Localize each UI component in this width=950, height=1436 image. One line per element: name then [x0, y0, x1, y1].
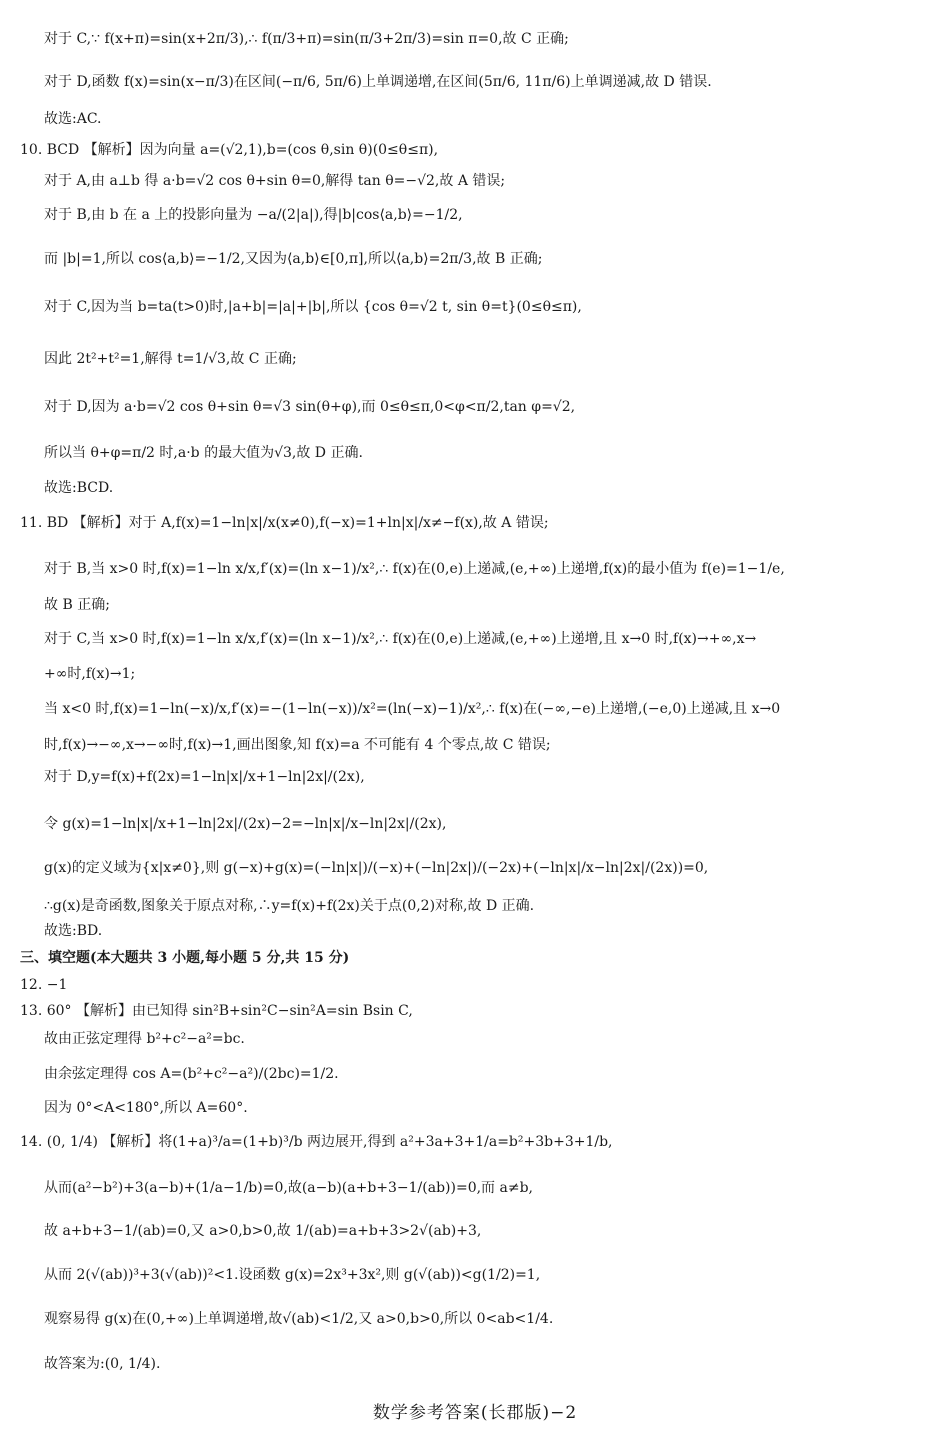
text-line: 对于 D,y=f(x)+f(2x)=1−ln|x|/x+1−ln|2x|/(2x),	[44, 769, 365, 785]
section-heading: 三、填空题(本大题共 3 小题,每小题 5 分,共 15 分)	[20, 950, 350, 966]
text-line: 时,f(x)→−∞,x→−∞时,f(x)→1,画出图象,知 f(x)=a 不可能有 4 个零点,故 C 错误;	[44, 737, 551, 753]
text-line: 对于 B,由 b 在 a 上的投影向量为 −a/(2|a|),得|b|cos⟨a,b⟩=−1/2,	[44, 207, 463, 223]
text-line: 对于 C,∵ f(x+π)=sin(x+2π/3),∴ f(π/3+π)=sin(π/3+2π/3)=sin π=0,故 C 正确;	[44, 31, 569, 47]
text-line: 从而(a²−b²)+3(a−b)+(1/a−1/b)=0,故(a−b)(a+b+3−1/(ab))=0,而 a≠b,	[44, 1180, 533, 1196]
text-line: 对于 C,当 x>0 时,f(x)=1−ln x/x,f′(x)=(ln x−1)/x²,∴ f(x)在(0,e)上递减,(e,+∞)上递增,且 x→0 时,f(x)→+∞,x→	[44, 631, 757, 647]
text-line: 14. (0, 1/4) 【解析】将(1+a)³/a=(1+b)³/b 两边展开,得到 a²+3a+3+1/a=b²+3b+3+1/b,	[20, 1134, 613, 1150]
text-line: 对于 C,因为当 b=ta(t>0)时,|a+b|=|a|+|b|,所以 {cos θ=√2 t, sin θ=t}(0≤θ≤π),	[44, 299, 582, 315]
text-line: 对于 B,当 x>0 时,f(x)=1−ln x/x,f′(x)=(ln x−1)/x²,∴ f(x)在(0,e)上递减,(e,+∞)上递增,f(x)的最小值为 f(e)=1−1/e,	[44, 561, 785, 577]
text-line: 所以当 θ+φ=π/2 时,a·b 的最大值为√3,故 D 正确.	[44, 445, 363, 461]
text-line: 故由正弦定理得 b²+c²−a²=bc.	[44, 1031, 245, 1047]
text-line: 13. 60° 【解析】由已知得 sin²B+sin²C−sin²A=sin Bsin C,	[20, 1003, 413, 1019]
text-line: 故选:AC.	[44, 111, 102, 127]
text-line: 对于 D,函数 f(x)=sin(x−π/3)在区间(−π/6, 5π/6)上单调递增,在区间(5π/6, 11π/6)上单调递减,故 D 错误.	[44, 74, 712, 90]
text-line: 而 |b|=1,所以 cos⟨a,b⟩=−1/2,又因为⟨a,b⟩∈[0,π],所以⟨a,b⟩=2π/3,故 B 正确;	[44, 251, 543, 267]
text-line: 因此 2t²+t²=1,解得 t=1/√3,故 C 正确;	[44, 351, 297, 367]
text-line: 因为 0°<A<180°,所以 A=60°.	[44, 1100, 248, 1116]
text-line: 12. −1	[20, 977, 68, 993]
text-line: +∞时,f(x)→1;	[44, 666, 136, 682]
text-line: 观察易得 g(x)在(0,+∞)上单调递增,故√(ab)<1/2,又 a>0,b>0,所以 0<ab<1/4.	[44, 1311, 554, 1327]
text-line: 当 x<0 时,f(x)=1−ln(−x)/x,f′(x)=−(1−ln(−x))/x²=(ln(−x)−1)/x²,∴ f(x)在(−∞,−e)上递增,(−e,0)上递减,且 x→0	[44, 701, 781, 717]
text-line: ∴g(x)是奇函数,图象关于原点对称,∴y=f(x)+f(2x)关于点(0,2)对称,故 D 正确.	[44, 898, 535, 914]
text-line: 故选:BCD.	[44, 480, 114, 496]
text-line: 对于 D,因为 a·b=√2 cos θ+sin θ=√3 sin(θ+φ),而 0≤θ≤π,0<φ<π/2,tan φ=√2,	[44, 399, 576, 415]
text-line: 故选:BD.	[44, 923, 103, 939]
text-line: 故答案为:(0, 1/4).	[44, 1356, 161, 1372]
text-line: 由余弦定理得 cos A=(b²+c²−a²)/(2bc)=1/2.	[44, 1066, 339, 1082]
text-line: g(x)的定义域为{x|x≠0},则 g(−x)+g(x)=(−ln|x|)/(−x)+(−ln|2x|)/(−2x)+(−ln|x|/x−ln|2x|/(2x))=0,	[44, 860, 709, 876]
text-line: 11. BD 【解析】对于 A,f(x)=1−ln|x|/x(x≠0),f(−x)=1+ln|x|/x≠−f(x),故 A 错误;	[20, 515, 549, 531]
text-line: 故 B 正确;	[44, 597, 110, 613]
text-line: 10. BCD 【解析】因为向量 a=(√2,1),b=(cos θ,sin θ)(0≤θ≤π),	[20, 142, 439, 158]
text-line: 故 a+b+3−1/(ab)=0,又 a>0,b>0,故 1/(ab)=a+b+3>2√(ab)+3,	[44, 1223, 482, 1239]
text-line: 令 g(x)=1−ln|x|/x+1−ln|2x|/(2x)−2=−ln|x|/x−ln|2x|/(2x),	[44, 816, 447, 832]
page-footer: 数学参考答案(长郡版)−2	[372, 1403, 578, 1423]
text-line: 对于 A,由 a⊥b 得 a·b=√2 cos θ+sin θ=0,解得 tan θ=−√2,故 A 错误;	[44, 173, 506, 189]
text-line: 从而 2(√(ab))³+3(√(ab))²<1.设函数 g(x)=2x³+3x²,则 g(√(ab))<g(1/2)=1,	[44, 1267, 541, 1283]
